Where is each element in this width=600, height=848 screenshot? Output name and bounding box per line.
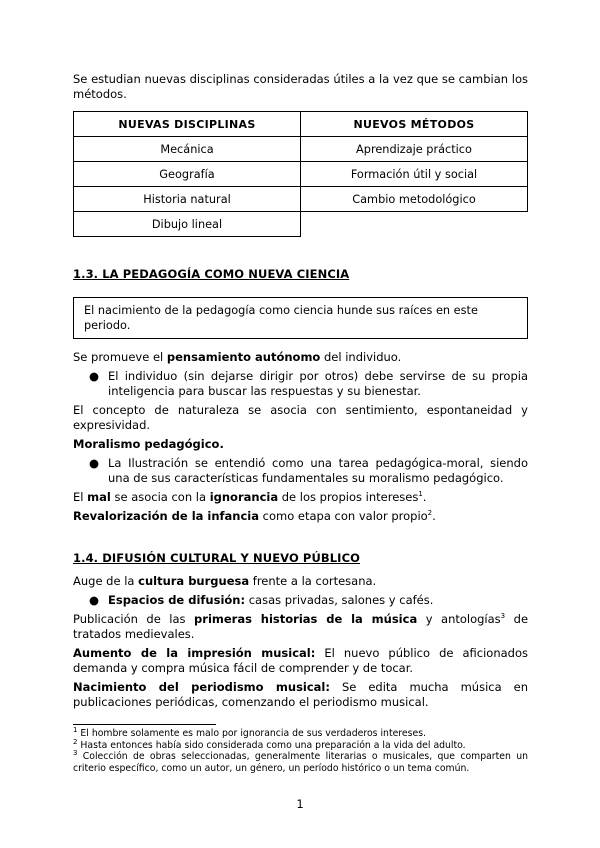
page-content (73, 72, 528, 774)
paragraph-mal: El mal se asocia con la ignorancia de los propios intereses$^1$. (73, 490, 427, 504)
highlight-box (73, 297, 528, 339)
highlight-box-text: El nacimiento de la pedagogía como ciencia hunde sus raíces en este periodo. (84, 304, 478, 332)
footnote: $^3$ Colección de obras seleccionadas, generalmente literarias o musicales, que comparten un criterio específico, como un autor, un género, un período histórico o un tema común. (73, 748, 528, 774)
intro-paragraph: Se estudian nuevas disciplinas consideradas útiles a la vez que se cambian los métodos. (73, 72, 528, 101)
paragraph-historias: Publicación de las primeras historias de la música y antologías$^3$ de tratados medievales. (73, 612, 529, 641)
table-header-disciplines: NUEVAS DISCIPLINAS (74, 112, 301, 137)
table-row (74, 212, 528, 237)
footnote-ref: 1 (418, 490, 423, 499)
table-cell: Cambio metodológico (301, 187, 528, 212)
table-cell: Dibujo lineal (74, 212, 301, 237)
bullet-list (73, 593, 528, 608)
paragraph-burguesa: Auge de la cultura burguesa frente a la cortesana. (73, 574, 377, 588)
table-row (74, 137, 528, 162)
paragraph-infancia: Revalorización de la infancia como etapa con valor propio$^2$. (73, 509, 436, 523)
bullet-icon: ● (89, 369, 100, 383)
section-heading-1-3: 1.3. LA PEDAGOGÍA COMO NUEVA CIENCIA (73, 267, 350, 281)
bullet-list (73, 456, 528, 486)
table-row (74, 187, 528, 212)
footnote-ref: 3 (500, 612, 506, 621)
bullet-list (73, 369, 528, 399)
table-cell: Mecánica (74, 137, 301, 162)
footnote: $^1$ El hombre solamente es malo por ignorancia de sus verdaderos intereses. (73, 725, 427, 739)
table-cell-empty (301, 212, 528, 237)
footnote-ref: 2 (427, 509, 433, 518)
footnote-divider (73, 724, 216, 725)
paragraph-impresion: Aumento de la impresión musical: El nuevo público de aficionados demanda y compra música fácil de comprender y de tocar. (73, 646, 528, 675)
moralismo-heading: Moralismo pedagógico. (73, 437, 224, 451)
bullet-icon: ● (89, 456, 100, 470)
bullet-icon: ● (89, 593, 100, 607)
table-cell: Aprendizaje práctico (301, 137, 528, 162)
list-item: ● Espacios de difusión: casas privadas, salones y cafés. (89, 593, 434, 607)
list-item: ● El individuo (sin dejarse dirigir por otros) debe servirse de su propia inteligencia para buscar las respuestas y su bienestar. (89, 369, 528, 398)
table-cell: Geografía (74, 162, 301, 187)
disciplines-table (73, 111, 528, 237)
paragraph-periodismo: Nacimiento del periodismo musical: Se edita mucha música en publicaciones periódicas, comenzando el periodismo musical. (73, 680, 528, 709)
table-cell: Historia natural (74, 187, 301, 212)
page-number: 1 (296, 797, 304, 811)
paragraph-naturaleza: El concepto de naturaleza se asocia con sentimiento, espontaneidad y expresividad. (73, 403, 528, 432)
paragraph-autonomo: Se promueve el pensamiento autónomo del individuo. (73, 350, 402, 364)
table-row (74, 162, 528, 187)
list-item: ● La Ilustración se entendió como una tarea pedagógica-moral, siendo una de sus características fundamentales su moralismo pedagógico. (89, 456, 528, 485)
table-header-methods: NUEVOS MÉTODOS (301, 112, 528, 137)
footnote: $^2$ Hasta entonces había sido considerada como una preparación a la vida del adulto. (73, 737, 466, 751)
table-cell: Formación útil y social (301, 162, 528, 187)
section-heading-1-4: 1.4. DIFUSIÓN CULTURAL Y NUEVO PÚBLICO (73, 551, 360, 565)
